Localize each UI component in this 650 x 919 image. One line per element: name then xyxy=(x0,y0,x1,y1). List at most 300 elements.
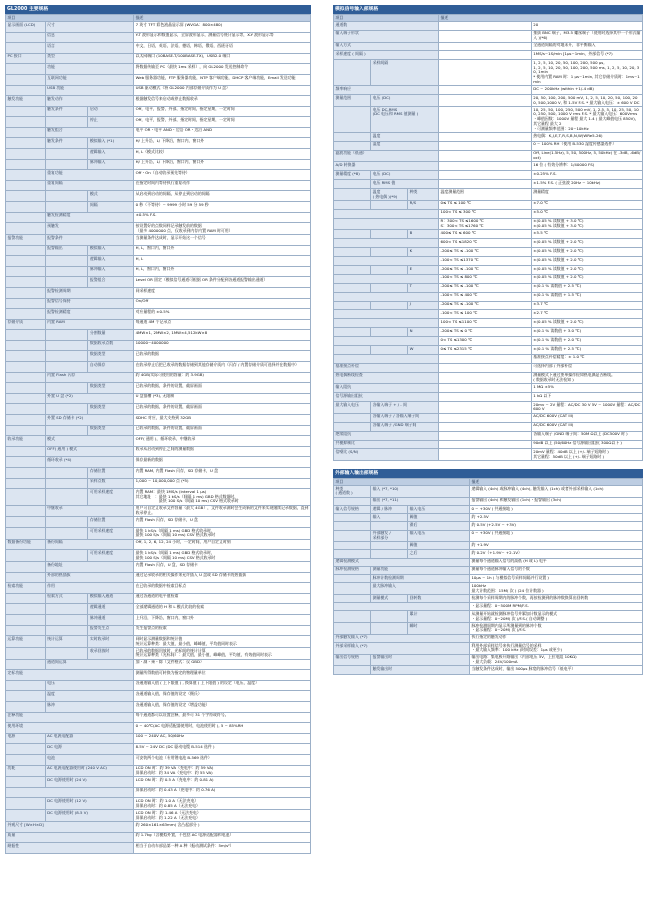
table-row xyxy=(334,292,643,301)
spec-value-cell xyxy=(439,86,532,95)
spec-value-cell: Off・On（自动收录预先等待） xyxy=(134,170,311,181)
spec-value-cell: 已收录的数据回放时，光标间的统计计算 统计运算种类（光标间）：最大值，最小值，峰峰值，平均值，有效值同时表示 xyxy=(134,647,311,659)
spec-label-cell: 温度 xyxy=(45,691,133,702)
spec-value-cell: -200≤ TS ≤ -100 ℃ xyxy=(439,283,532,292)
spec-label-cell: 间隔 xyxy=(88,202,134,213)
spec-label-cell xyxy=(6,351,46,362)
spec-label-cell xyxy=(334,542,371,550)
spec-label-cell xyxy=(6,505,46,517)
spec-value-cell: ±(0.1 % 读数值 + 2.5 ℃) xyxy=(531,283,642,292)
table-row xyxy=(334,372,643,384)
table-row xyxy=(6,647,311,659)
table-row xyxy=(334,248,643,257)
spec-label-cell: 触发输出时 xyxy=(371,666,470,674)
spec-value-cell: -100< TS ≤ 800 ℃ xyxy=(439,274,532,283)
spec-label-cell xyxy=(6,625,46,636)
spec-label-cell xyxy=(334,248,371,257)
spec-label-cell xyxy=(6,138,46,149)
spec-value-cell: 约 +1.9V xyxy=(469,542,642,550)
spec-label-cell xyxy=(371,200,408,209)
spec-label-cell xyxy=(371,611,408,623)
spec-value-cell xyxy=(439,413,532,422)
spec-label-cell xyxy=(334,141,371,150)
table-row xyxy=(334,265,643,274)
spec-label-cell xyxy=(45,362,88,373)
spec-label-cell: 存储位置 xyxy=(88,468,134,479)
spec-value-cell: ±(0.05 % 读数值 + 2.0 ℃) xyxy=(531,274,642,283)
spec-value-cell: ・显示量程：0~500M RPM/F.S. xyxy=(469,603,642,611)
spec-label-cell xyxy=(45,478,88,489)
spec-value-cell: -200≤ TS ≤ 0 ℃ xyxy=(439,328,532,337)
spec-label-cell: 显示画面 (LCD) xyxy=(6,21,46,32)
table-row xyxy=(334,301,643,310)
spec-value-cell: U 盘插槽 (*3), 无限制 xyxy=(134,393,311,404)
spec-label-cell xyxy=(6,647,46,659)
spec-label-cell: 触发条件 xyxy=(45,106,88,117)
spec-value-cell: 在已收录的数据中检索目标点 xyxy=(134,583,311,594)
spec-label-cell: 触发功能 xyxy=(6,96,46,107)
table-row xyxy=(334,558,643,566)
spec-value-cell: Off，电平，报警，外部，指定时间，指定星期，一定时间 xyxy=(134,106,311,117)
table-row xyxy=(334,393,643,402)
spec-value-cell: 约 0.5V (+2.5V ~ +3V) xyxy=(469,522,642,530)
table-row xyxy=(6,53,311,64)
spec-label-cell xyxy=(6,340,46,351)
spec-label-cell xyxy=(6,787,134,798)
table-row xyxy=(334,51,643,60)
spec-label-cell: 信息 xyxy=(45,32,133,43)
spec-label-cell: 停止 xyxy=(88,117,134,128)
spec-label-cell: 电压 (DC) xyxy=(371,171,439,180)
spec-value-cell: ±(0.1 % 读数值 + 2.5 ℃) xyxy=(531,345,642,354)
spec-label-cell: 报警输出 xyxy=(45,245,88,256)
spec-label-cell: 测量精度 (*8) xyxy=(334,171,371,180)
spec-label-cell xyxy=(6,404,46,415)
spec-label-cell: PC 接口 xyxy=(6,53,46,64)
spec-label-cell xyxy=(334,522,371,530)
table-row xyxy=(6,245,311,256)
spec-label-cell: 逻辑输入 xyxy=(88,256,134,267)
table-row xyxy=(6,723,311,734)
table-row xyxy=(6,446,311,457)
spec-label-cell xyxy=(371,301,408,310)
table-row xyxy=(334,171,643,180)
table-row xyxy=(334,449,643,461)
spec-label-cell: 数据备份功能 xyxy=(6,539,46,550)
table-row xyxy=(6,436,311,447)
spec-value-cell: 每个通道都可以设置注释，最多可 31 个字符或符号。 xyxy=(134,712,311,723)
spec-value-cell: 0 ~ +30V ( 共通接地 ) xyxy=(469,530,642,542)
spec-label-cell xyxy=(6,85,46,96)
spec-value-cell: 从测量开始就检测脉冲信号并累加计数显示的模式 ・显示量程：0~20M( 次 )/F.S.( 自动调整 ) xyxy=(469,611,642,623)
spec-label-cell: 输入 (*7, *10) xyxy=(371,486,470,498)
spec-label-cell: 最大输入电压 xyxy=(334,402,371,414)
table-row xyxy=(6,32,311,43)
spec-label-cell xyxy=(6,256,46,267)
spec-label-cell xyxy=(45,330,88,341)
spec-label-cell xyxy=(45,351,88,362)
spec-value-cell: 1,000 ~ 10,000,000 点 (*5) xyxy=(134,478,311,489)
spec-label-cell: 温度 xyxy=(371,132,439,141)
spec-value-cell: ±(0.05 % 读数值 + 2.0 ℃) xyxy=(531,239,642,248)
spec-value-cell: 约 4GB(实际可使用的容量：约 3.9GB) xyxy=(134,372,311,383)
spec-label-cell xyxy=(334,328,371,337)
spec-label-cell: 语言 xyxy=(45,43,133,54)
spec-label-cell: 模式 xyxy=(45,436,133,447)
table-row xyxy=(6,528,311,540)
spec-value-cell: 每通道 4M 个记录点 xyxy=(134,319,311,330)
spec-value-cell: ±(0.05 % 读数值 + 2.0 ℃) xyxy=(531,248,642,257)
spec-label-cell: 数据收录点数 xyxy=(88,340,134,351)
spec-value-cell: 已收录的数据，条件的设置，截屏画面 xyxy=(134,383,311,394)
spec-value-cell: 上升沿，下降沿，窗口内，窗口外 xyxy=(134,615,311,626)
spec-label-cell: 外部触发 / 采样部分 xyxy=(371,530,408,542)
spec-value-cell: ±(0.05 % 读数值 + 2.0 ℃) xyxy=(531,257,642,266)
table-row xyxy=(334,384,643,393)
spec-label-cell xyxy=(371,550,408,558)
spec-label-cell xyxy=(45,117,88,128)
spec-label-cell xyxy=(6,277,46,288)
spec-label-cell: 测量功能 xyxy=(371,566,470,574)
spec-label-cell: 脉冲计数检测周期 xyxy=(371,575,470,583)
spec-value-cell: Off, Line(1.5Hz), 5, 50, 500Hz, 5, 50kHz( 在 -3dB, -6dB/oct) xyxy=(531,150,642,162)
spec-label-cell xyxy=(334,345,371,354)
spec-label-cell: 测量模式 xyxy=(371,594,408,602)
table-row xyxy=(6,266,311,277)
spec-label-cell: USB 功能 xyxy=(45,85,133,96)
spec-value-cell: OFF( 通用 )，循环收录，中继收录 xyxy=(134,436,311,447)
spec-label-cell xyxy=(6,468,46,479)
spec-label-cell xyxy=(334,60,371,86)
table-row xyxy=(6,180,311,191)
spec-label-cell: 模拟输入 (*1) xyxy=(88,138,134,149)
spec-value-cell: 0 ~ 100% RH（使用 B-530 湿度传感器选件） xyxy=(531,141,642,150)
table-row xyxy=(334,209,643,218)
spec-label-cell: 功能 xyxy=(45,64,133,75)
spec-label-cell xyxy=(6,517,46,528)
spec-label-cell: 外置 SD 存储卡 (*2) xyxy=(45,415,133,426)
spec-label-cell: N xyxy=(408,328,439,337)
table-row xyxy=(334,21,643,30)
spec-value-cell: 已收录的数据，条件的设置，截屏画面 xyxy=(134,425,311,436)
spec-value-cell: Level OR 固定（模拟信号通道可根据 OR 条件分配到各通道报警输出通道） xyxy=(134,277,311,288)
spec-value-cell: 各通道输入值，保存值的设定（摄氏） xyxy=(134,691,311,702)
table-row xyxy=(6,505,311,517)
table-row xyxy=(334,402,643,414)
spec-label-cell xyxy=(334,257,439,266)
table-row xyxy=(6,127,311,138)
spec-value-cell: 100kHz 最大计数范围：15M( 次 ) (24 位计数器 ) xyxy=(469,583,642,595)
spec-value-cell: 测量每个通道输入信号的高低 (H 或 L) 电平 xyxy=(469,558,642,566)
spec-value-cell: 1 MΩ ±5% xyxy=(531,384,642,393)
table-row xyxy=(6,372,311,383)
spec-label-cell xyxy=(334,666,371,674)
spec-value-cell: -100< TS ≤ 100 ℃ xyxy=(439,310,532,319)
spec-label-cell xyxy=(334,337,439,346)
table-row xyxy=(334,86,643,95)
spec-label-cell: 存储位置 xyxy=(88,517,134,528)
spec-value-cell: 0 秒（不等待）~ 9999 小时 59 分 59 秒 xyxy=(134,202,311,213)
spec-value-cell: 温度测量范围 xyxy=(439,189,532,201)
spec-label-cell: 功耗 xyxy=(6,765,46,777)
spec-value-cell: SDHC 对应，最大支持到 32GB xyxy=(134,415,311,426)
spec-label-cell xyxy=(45,604,88,615)
spec-value-cell: ±0.25% F.S. xyxy=(531,171,642,180)
table-row xyxy=(6,843,311,854)
spec-label-cell xyxy=(334,575,371,583)
spec-label-cell: E xyxy=(408,265,439,274)
spec-value-cell: LCD ON 时：约 39 VA（充电中：约 59 VA) 屏保启动时：约 34 VA（充电中：约 55 VA) xyxy=(134,765,311,777)
table-row xyxy=(6,298,311,309)
table-row xyxy=(334,583,643,595)
spec-label-cell: DC 电源使用时 (24 V) xyxy=(45,777,133,788)
table-row xyxy=(334,230,643,239)
analog-input-table xyxy=(333,14,643,461)
spec-value-cell: 7 英寸 TFT 彩色液晶显示屏 (WVGA：800×480) xyxy=(134,21,311,32)
spec-label-cell: 频率响应 xyxy=(334,86,439,95)
table-row xyxy=(334,257,643,266)
spec-value-cell: 测量精度 xyxy=(531,189,642,201)
spec-label-cell xyxy=(334,550,371,558)
spec-label-cell: 脉冲输入 xyxy=(88,159,134,170)
spec-label-cell: 模拟输入通道 xyxy=(88,593,134,604)
header-item: 项目 xyxy=(334,15,439,22)
spec-label-cell: 外观尺寸 [W×H×D] xyxy=(6,821,134,832)
spec-label-cell xyxy=(334,292,439,301)
spec-label-cell: 输入电压 xyxy=(408,505,470,513)
spec-label-cell: 最大脉冲输入 xyxy=(371,583,470,595)
spec-value-cell: 测量每个通道脉冲输入信号的个数 xyxy=(469,566,642,574)
spec-label-cell: 可用采样速度 xyxy=(88,489,134,505)
spec-label-cell: 逻辑通道 xyxy=(88,604,134,615)
spec-label-cell: 输出信号规格 xyxy=(334,654,371,666)
spec-value-cell: 已收录的数据 xyxy=(134,351,311,362)
spec-value-cell: 内置 RAM：最快 1MS/s (interval 1 μs) 其它地址 ：最快 1 kS/s（间隔 1 ms) GBD 格式数据时， 最快 100 S/s（间隔 10 ms) CSV 格式收录时 xyxy=(134,489,311,505)
table-row xyxy=(6,96,311,107)
spec-value-cell: 屏保启动时：约 0.43 A（充电中：约 0.76 A) xyxy=(134,787,311,798)
spec-label-cell xyxy=(6,615,46,626)
spec-value-cell: 约 1.7kg（含模拟外置，不包括 AC 电源适配器和电池） xyxy=(134,832,311,843)
table-row xyxy=(6,149,311,160)
spec-label-cell: 逻辑 / 脉冲 xyxy=(371,505,408,513)
spec-value-cell: 16 位 ( 有效分辨率：1/40000 FS) xyxy=(531,162,642,171)
spec-label-cell: 循环收录 (*4) xyxy=(45,457,133,468)
spec-value-cell: 各输入端子 /GND 端子间：50M Ω以上 (DC500V 时 ) xyxy=(531,431,642,440)
spec-label-cell: 阈值 xyxy=(408,542,470,550)
spec-value-cell: 最快 1 kS/s（间隔 1 ms) GBD 格式收录时， 最快 100 S/s（间隔 10 ms) CSV 格式收录时 xyxy=(134,528,311,540)
spec-value-cell: 0≤ TS ≤ 100 ℃ xyxy=(439,200,532,209)
spec-label-cell: 重复间隔 xyxy=(45,180,133,191)
spec-value-cell: 同时显示测量数据和统计值 统计运算种类：最大值，最小值，峰峰值，平均值同时表示 xyxy=(134,636,311,648)
spec-label-cell: OFF( 通用 ) 模式 xyxy=(45,446,133,457)
table-row xyxy=(334,603,643,611)
table-row xyxy=(6,733,311,744)
spec-label-cell xyxy=(6,106,46,117)
table-row xyxy=(334,413,643,422)
table-row xyxy=(334,422,643,431)
spec-label-cell xyxy=(6,74,46,85)
spec-label-cell xyxy=(45,266,88,277)
spec-label-cell: AC 电源适配器 xyxy=(45,733,133,744)
spec-label-cell: 模拟输入 xyxy=(88,245,134,256)
spec-label-cell xyxy=(6,191,46,202)
spec-label-cell: 电压 (DC) xyxy=(371,95,439,107)
table-row xyxy=(6,754,311,765)
spec-label-cell: 脉冲检测规格 xyxy=(334,566,371,574)
table-row xyxy=(6,425,311,436)
spec-label-cell: J xyxy=(408,301,439,310)
table-row xyxy=(6,593,311,604)
spec-value-cell: 8.5V ~ 24V DC (DC 驱动电缆 B-514 选件 ) xyxy=(134,744,311,755)
table-row xyxy=(334,530,643,542)
table-row xyxy=(334,180,643,189)
spec-value-cell: 同采样速度 xyxy=(134,287,311,298)
table-row xyxy=(6,604,311,615)
spec-value-cell: 在收录停止后把已收录的数据存储到其他存储介质内（闪存 / 内置存储介质可选择并在数据中） xyxy=(134,362,311,373)
spec-label-cell: 报警功能 xyxy=(6,234,46,245)
spec-value-cell: 20mv ~ 2V 量程：AC/DC 30 V 5V ~ 1000V 量程：AC/DC 600 V xyxy=(531,402,642,414)
spec-value-cell: ±2.7 ℃ xyxy=(531,310,642,319)
spec-label-cell: 累计 xyxy=(408,611,470,623)
external-io-title: 外部输入输出部规格 xyxy=(333,469,643,478)
spec-value-cell: 10000~4000000 xyxy=(134,340,311,351)
spec-value-cell: ±(0.05 % 读数值 + 3.0 ℃) ±(0.05 % 读数值 + 3.0 ℃) xyxy=(531,218,642,230)
table-row xyxy=(6,383,311,394)
spec-value-cell: 0 ~ +30V ( 共通接地 ) xyxy=(469,505,642,513)
spec-value-cell: 可选择内部 / 外部补偿 xyxy=(531,363,642,372)
spec-value-cell xyxy=(439,141,532,150)
table-row xyxy=(6,517,311,528)
table-row xyxy=(334,575,643,583)
spec-value-cell: 100< TS ≤1100 ℃ xyxy=(439,319,532,328)
spec-label-cell: 输入阻抗 xyxy=(334,384,439,393)
table-row xyxy=(6,468,311,479)
spec-label-cell: 数据类型 xyxy=(88,425,134,436)
spec-label-cell: 输入端子形状 xyxy=(334,30,439,42)
spec-label-cell: 收录回放时 xyxy=(88,647,134,659)
spec-label-cell xyxy=(45,202,88,213)
spec-label-cell: 运算功能 xyxy=(6,636,46,648)
spec-label-cell xyxy=(45,277,88,288)
spec-label-cell xyxy=(334,189,371,201)
spec-value-cell: 热电偶：K,J,E,T,R,S,B,N,W(WRe5-26) xyxy=(531,132,642,141)
spec-label-cell: B xyxy=(408,230,439,239)
external-io-table xyxy=(333,478,643,674)
spec-label-cell: 自动保存 xyxy=(88,362,134,373)
spec-label-cell xyxy=(6,127,46,138)
spec-label-cell: 输出 (*7, *11) xyxy=(371,497,470,505)
spec-value-cell: USB 驱动模式（将 GL2000 内部存储介质作为 U 盘） xyxy=(134,85,311,96)
spec-value-cell: H/ 上升沿，L/ 下降沿，窗口内，窗口外 xyxy=(134,138,311,149)
spec-label-cell xyxy=(6,457,46,468)
spec-value-cell: Web 服务器功能，FTP 服务器功能，NTP 客户端功能，DHCP 客户端功能，Email 发送功能 xyxy=(134,74,311,85)
table-row xyxy=(6,615,311,626)
spec-value-cell: H, L，窗口内，窗口外 xyxy=(134,266,311,277)
table-row xyxy=(334,634,643,642)
header-description: 描述 xyxy=(134,15,311,22)
spec-value-cell: 收录从启动到停止之间的测量数据 xyxy=(134,446,311,457)
spec-value-cell: 约 0.2V（+1.9V~ +2.1V） xyxy=(469,550,642,558)
spec-label-cell xyxy=(371,248,408,257)
spec-label-cell xyxy=(6,266,46,277)
spec-value-cell: 内置 Flash 闪存，U 盘，SD 存储卡 xyxy=(134,562,311,573)
spec-value-cell: -200≤ TS ≤ -100 ℃ xyxy=(439,301,532,310)
table-row xyxy=(334,642,643,654)
spec-value-cell: 根据触发信号来启动或停止数据收录 xyxy=(134,96,311,107)
spec-value-cell: 执行指定的触发动作 xyxy=(469,634,642,642)
spec-label-cell: 数据类型 xyxy=(88,383,134,394)
spec-label-cell: 外置 U 盘 (*2) xyxy=(45,393,133,404)
spec-label-cell xyxy=(334,265,371,274)
spec-label-cell xyxy=(45,528,88,540)
spec-label-cell xyxy=(6,223,46,235)
spec-label-cell: 脉冲 xyxy=(45,702,133,713)
spec-value-cell: 保存最新的数据 xyxy=(134,457,311,468)
spec-label-cell: 外部的热插拔 xyxy=(45,572,133,583)
spec-value-cell: 20mV 量程：40dB 以上 (+/- 端子短路时 ) 其它量程：50dB 以上 (+/- 端子短路时 ) xyxy=(531,449,642,461)
table-row xyxy=(6,702,311,713)
spec-value-cell: ±(0.1 % 读数值 + 2.0 ℃) xyxy=(531,337,642,346)
table-row xyxy=(6,636,311,648)
spec-label-cell: 脉冲输入 xyxy=(88,266,134,277)
spec-label-cell: DC 电源 xyxy=(45,744,133,755)
table-row xyxy=(6,85,311,96)
spec-label-cell: 可用采样速度 xyxy=(88,528,134,540)
spec-label-cell xyxy=(6,550,46,562)
spec-label-cell: 输入 xyxy=(371,514,408,522)
spec-label-cell xyxy=(334,106,371,132)
spec-label-cell: 检索功能 xyxy=(6,583,46,594)
spec-label-cell: 触发动作 xyxy=(45,96,133,107)
spec-label-cell: DC 电源使用时 (8.5 V) xyxy=(45,810,133,822)
spec-value-cell: 测量所得数值可转换为指定的物理量单位 xyxy=(134,670,311,681)
spec-label-cell xyxy=(334,230,371,239)
spec-label-cell xyxy=(45,425,88,436)
table-row xyxy=(6,539,311,550)
spec-label-cell: 数据类型 xyxy=(88,351,134,362)
header-description: 描述 xyxy=(439,15,643,22)
table-row xyxy=(6,787,311,798)
table-row xyxy=(334,328,643,337)
spec-value-cell: 当触发条件达成时，输出 500μs 脉宽的脉冲信号（低电平） xyxy=(469,666,642,674)
spec-value-cell: 以太网端口 (10BASE-T/100BASE-TX)，USB2.0 端口 xyxy=(134,53,311,64)
spec-value-cell: ±7.0 ℃ xyxy=(531,200,642,209)
spec-label-cell xyxy=(334,413,371,422)
table-row xyxy=(6,659,311,670)
spec-value-cell xyxy=(439,363,532,372)
spec-label-cell: 收录功能 xyxy=(6,436,46,447)
spec-value-cell: AC/DC 600V (CAT III) xyxy=(531,422,642,431)
table-row xyxy=(6,43,311,54)
spec-label-cell xyxy=(45,159,88,170)
spec-label-cell: 作用 xyxy=(45,583,133,594)
analog-input-title: 模拟信号输入部规格 xyxy=(333,5,643,14)
table-row xyxy=(334,486,643,498)
table-row xyxy=(6,489,311,505)
table-row xyxy=(334,623,643,635)
table-row xyxy=(6,277,311,288)
spec-label-cell: 共模抑制比 xyxy=(334,440,439,449)
spec-value-cell: 报警输出 (4ch) 和触发输出 (1ch)・报警输出 (3ch) xyxy=(469,497,642,505)
spec-label-cell: 注释功能 xyxy=(6,712,134,723)
spec-value-cell: 0 ~ 40℃(AC 电源适配器使用时，电池使用时 ), 5 ~ 85%RH xyxy=(134,723,311,734)
table-row xyxy=(6,117,311,128)
spec-label-cell: 检索方式 xyxy=(45,593,88,604)
spec-label-cell: 存储介质 xyxy=(6,319,46,330)
table-row xyxy=(6,212,311,223)
spec-label-cell: 模式 xyxy=(88,191,134,202)
spec-label-cell xyxy=(334,132,371,141)
